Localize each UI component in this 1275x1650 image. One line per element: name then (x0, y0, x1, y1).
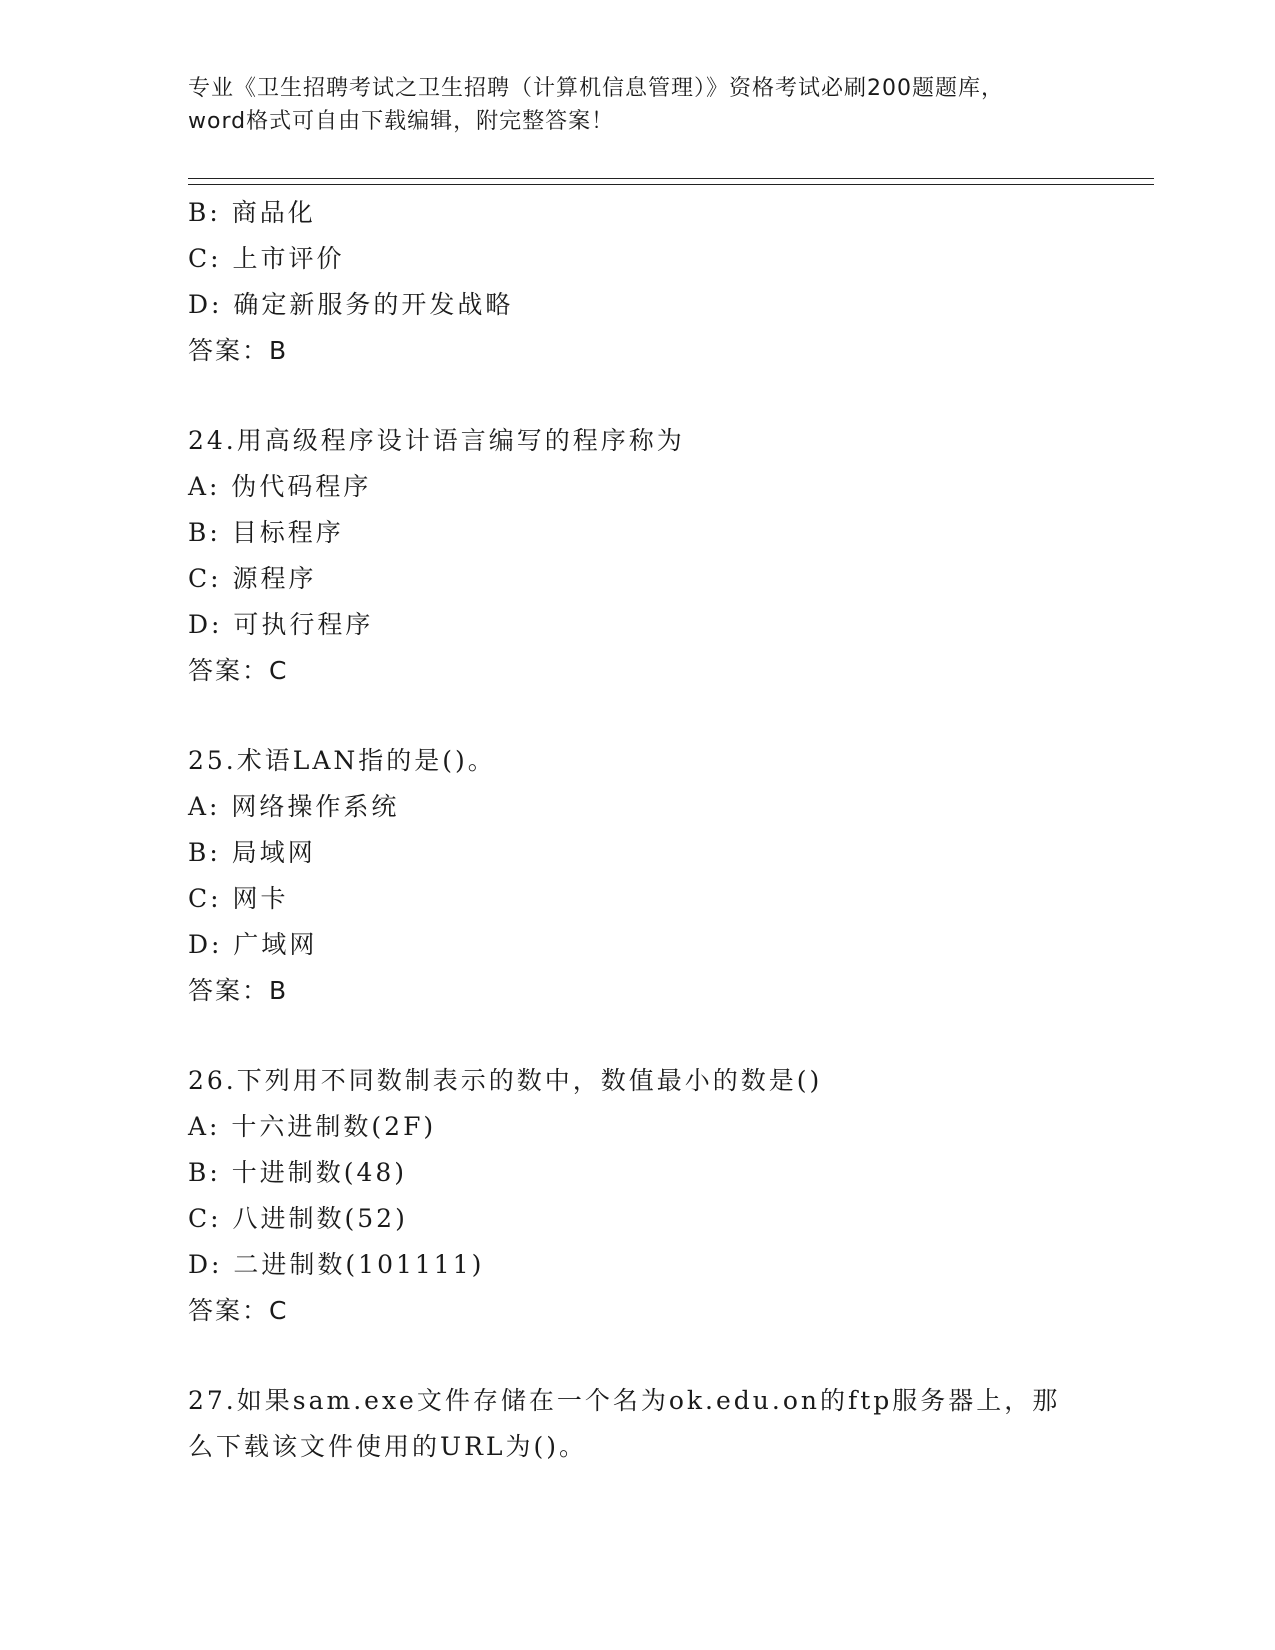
option-d: D: 二进制数(101111) (188, 1250, 485, 1279)
option-c: C: 源程序 (188, 564, 317, 593)
question-stem: 25.术语LAN指的是()。 (188, 746, 496, 775)
option-b: B: 商品化 (188, 198, 316, 227)
question-stem: 24.用高级程序设计语言编写的程序称为 (188, 426, 685, 455)
spacer (188, 1014, 1088, 1058)
option-c: C: 八进制数(52) (188, 1204, 408, 1233)
spacer (188, 694, 1088, 738)
question-stem-line-2: 么下载该文件使用的URL为()。 (188, 1432, 588, 1461)
header-line-1: 专业《卫生招聘考试之卫生招聘（计算机信息管理）》资格考试必刷200题题库， (188, 76, 1004, 101)
option-d: D: 可执行程序 (188, 610, 374, 639)
question-26 (188, 1058, 1088, 1334)
option-a: A: 十六进制数(2F) (188, 1112, 437, 1141)
answer-line: 答案：C (188, 656, 289, 685)
option-a: A: 网络操作系统 (188, 792, 400, 821)
option-a: A: 伪代码程序 (188, 472, 372, 501)
header-divider-top (188, 178, 1154, 179)
option-c: C: 上市评价 (188, 244, 345, 273)
question-stem: 26.下列用不同数制表示的数中，数值最小的数是() (188, 1066, 823, 1095)
option-b: B: 目标程序 (188, 518, 344, 547)
option-d: D: 确定新服务的开发战略 (188, 290, 514, 319)
header-divider-bottom (188, 184, 1154, 185)
question-27 (188, 1378, 1088, 1470)
header-line-2: word格式可自由下载编辑，附完整答案！ (188, 109, 615, 134)
question-25 (188, 738, 1088, 1014)
spacer (188, 374, 1088, 418)
option-c: C: 网卡 (188, 884, 289, 913)
answer-line: 答案：C (188, 1296, 289, 1325)
spacer (188, 1334, 1088, 1378)
option-b: B: 局域网 (188, 838, 316, 867)
question-content (188, 190, 1088, 1470)
document-header (188, 72, 1088, 138)
question-stem-line-1: 27.如果sam.exe文件存储在一个名为ok.edu.on的ftp服务器上，那 (188, 1386, 1061, 1415)
answer-line: 答案：B (188, 976, 289, 1005)
answer-line: 答案：B (188, 336, 289, 365)
option-d: D: 广域网 (188, 930, 318, 959)
question-23-continued (188, 190, 1088, 374)
question-24 (188, 418, 1088, 694)
option-b: B: 十进制数(48) (188, 1158, 408, 1187)
